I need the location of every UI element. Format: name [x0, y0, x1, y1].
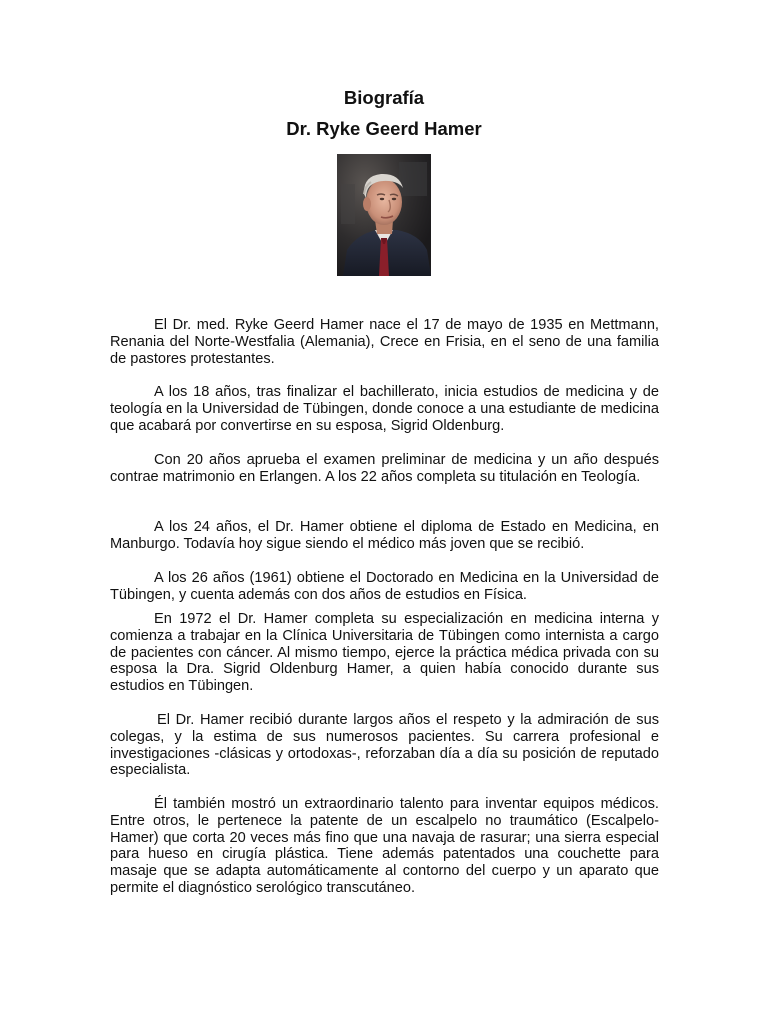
biography-paragraph: Él también mostró un extraordinario talento para inventar equipos médicos. Entre otros, le pertenece la patente de un escalpelo no traumático (Escalpelo-Hamer) que corta 20 veces más fino que una navaja de rasurar; una sierra especial para hueso en cirugía plástica. Tiene además patentados una couchette para masaje que se adapta automáticamente al contorno del cuerpo y un aparato que permite el diagnóstico serológico transcutáneo. [110, 796, 659, 896]
biography-paragraph: A los 26 años (1961) obtiene el Doctorado en Medicina en la Universidad de Tübingen, y cuenta además con dos años de estudios en Física. [110, 570, 659, 603]
portrait-photo [337, 154, 431, 276]
page-subtitle: Dr. Ryke Geerd Hamer [286, 118, 482, 139]
biography-paragraph: El Dr. med. Ryke Geerd Hamer nace el 17 de mayo de 1935 en Mettmann, Renania del Norte-Westfalia (Alemania), Crece en Frisia, en el seno de una familia de pastores protestantes. [110, 317, 659, 367]
biography-paragraph: El Dr. Hamer recibió durante largos años el respeto y la admiración de sus colegas, y la estima de sus numerosos pacientes. Su carrera profesional e investigaciones -clásicas y ortodoxas-, reforzaban día a día su posición de reputado especialista. [110, 712, 659, 779]
biography-paragraph: A los 18 años, tras finalizar el bachillerato, inicia estudios de medicina y de teología en la Universidad de Tübingen, donde conoce a una estudiante de medicina que acabará por convertirse en su esposa, Sigrid Oldenburg. [110, 384, 659, 434]
page-title: Biografía [343, 87, 425, 108]
biography-paragraph: A los 24 años, el Dr. Hamer obtiene el diploma de Estado en Medicina, en Manburgo. Todavía hoy sigue siendo el médico más joven que se recibió. [110, 519, 659, 552]
biography-paragraph: En 1972 el Dr. Hamer completa su especialización en medicina interna y comienza a trabajar en la Clínica Universitaria de Tübingen como internista a cargo de pacientes con cáncer. Al mismo tiempo, ejerce la práctica médica privada con su esposa la Dra. Sigrid Oldenburg Hamer, a quien había conocido durante sus estudios en Tübingen. [110, 611, 659, 695]
biography-paragraph: Con 20 años aprueba el examen preliminar de medicina y un año después contrae matrimonio en Erlangen. A los 22 años completa su titulación en Teología. [110, 452, 659, 485]
